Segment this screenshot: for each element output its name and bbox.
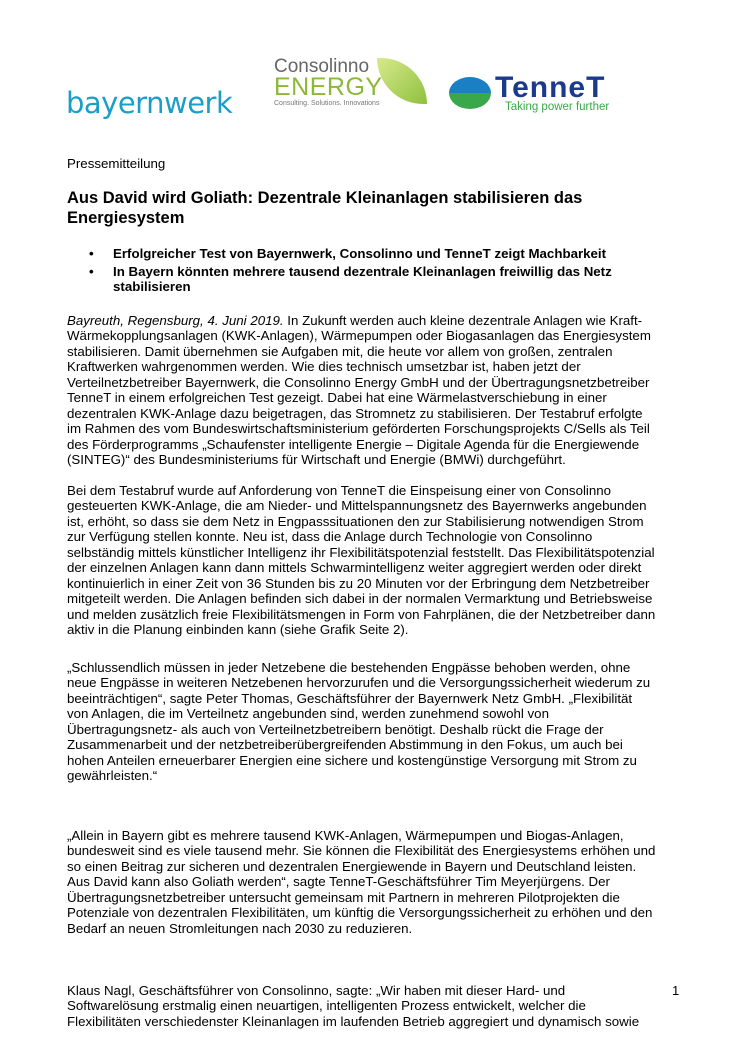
text-line: Wärmekopplungsanlagen (KWK-Anlagen), Wärmepumpen oder Biogasanlagen das Energiesystem bbox=[67, 328, 651, 344]
paragraph-2 bbox=[67, 483, 655, 638]
text-line: Kraftwerken wahrgenommen werden. Wie dies technisch umsetzbar ist, haben jetzt der bbox=[67, 359, 581, 375]
text-line: hohen Anteilen erneuerbarer Energien eine sichere und kostengünstige Versorgung mit Strom zu bbox=[67, 752, 637, 768]
consolinno-logo bbox=[272, 56, 434, 112]
text-line: Aus David kann also Goliath werden“, sagte TenneT-Geschäftsführer Tim Meyerjürgens. Der bbox=[67, 874, 610, 890]
text-line: dezentralen KWK-Anlage dazu beigetragen, das Stromnetz zu stabilisieren. Der Testabruf erfolgte bbox=[67, 405, 643, 421]
globe-icon bbox=[449, 77, 491, 109]
bullet-icon: • bbox=[89, 246, 94, 261]
text-line: Verteilnetzbetreiber Bayernwerk, die Consolinno Energy GmbH und der Übertragungsnetzbetreiber bbox=[67, 374, 650, 390]
text-line: so einen Beitrag zur sicheren und dezentralen Energiewende in Bayern und Deutschland leisten. bbox=[67, 858, 637, 874]
paragraph-3 bbox=[67, 660, 650, 784]
text-line: Softwarelösung erstmalig einen neuartigen, intelligenten Prozess entwickelt, welcher die bbox=[67, 998, 586, 1014]
leaf-icon bbox=[377, 58, 427, 104]
title-line: Aus David wird Goliath: Dezentrale Kleinanlagen stabilisieren das bbox=[67, 189, 583, 207]
text-line: aktiv in die Planung einbinden kann (siehe Grafik Seite 2). bbox=[67, 622, 409, 638]
consolinno-logo-tagline: Consulting. Solutions. Innovations bbox=[274, 100, 380, 107]
text-line: Klaus Nagl, Geschäftsführer von Consolinno, sagte: „Wir haben mit dieser Hard- und bbox=[67, 983, 566, 998]
text-line: Bedarf an neuen Stromleitungen nach 2030 zu reduzieren. bbox=[67, 920, 413, 936]
text-line: zur Verfügung stellen konnte. Neu ist, dass die Anlage durch Technologie von Consolinno bbox=[67, 529, 593, 545]
consolinno-logo-energy: ENERGY bbox=[274, 73, 383, 101]
text-line: Potenziale von dezentralen Flexibilitäten, um künftig die Versorgungssicherheit zu erhöhen und den bbox=[67, 905, 653, 921]
consolinno-logo-name: Consolinno bbox=[274, 56, 370, 77]
text-line: stabilisieren. Damit übernehmen sie Aufgaben mit, die heute vor allem von großen, zentralen bbox=[67, 343, 613, 359]
text-line: mitgeteilt werden. Die Anlagen befinden sich dabei in der normalen Vermarktung und Betriebsweise bbox=[67, 591, 653, 607]
paragraph-1 bbox=[67, 313, 651, 468]
text-line: des Förderprogramms „Schaufenster intelligente Energie – Digitale Agenda für die Energiewende bbox=[67, 436, 640, 452]
text-run: In Zukunft werden auch kleine dezentrale Anlagen wie Kraft- bbox=[283, 313, 643, 328]
tennet-logo bbox=[449, 71, 639, 120]
tennet-logo-name: TenneT bbox=[495, 71, 606, 104]
text-line: bundesweit sind es viele tausend mehr. Sie können die Flexibilität des Energiesystems erhöhen und bbox=[67, 843, 656, 859]
text-line bbox=[67, 313, 651, 328]
dateline: Bayreuth, Regensburg, 4. Juni 2019. bbox=[67, 313, 284, 328]
paragraph-4 bbox=[67, 828, 655, 936]
text-line: selbständig mittels künstlicher Intelligenz ihr Flexibilitätspotenzial feststellt. Das Flexibilitätspotenzial bbox=[67, 544, 655, 560]
bullet-line: In Bayern könnten mehrere tausend dezentrale Kleinanlagen freiwillig das Netz bbox=[113, 264, 612, 279]
text-line: Bei dem Testabruf wurde auf Anforderung von TenneT die Einspeisung einer von Consolinno bbox=[67, 483, 612, 498]
tennet-logo-tagline: Taking power further bbox=[505, 101, 610, 113]
text-line: „Schlussendlich müssen in jeder Netzebene die bestehenden Engpässe behoben werden, ohne bbox=[67, 660, 631, 675]
press-release-title bbox=[67, 188, 582, 228]
text-line: Flexibilitäten verschiedenster Kleinanlagen im laufenden Betrieb aggregiert und dynamisch sowie bbox=[67, 1013, 640, 1029]
text-line: gesteuerten KWK-Anlage, die am Nieder- und Mittelspannungsnetz des Bayernwerks angebunden bbox=[67, 498, 647, 514]
page-number: 1 bbox=[672, 983, 680, 998]
text-line: Übertragungsnetz- als auch von Verteilnetzbetreibern benötigt. Deshalb rückt die Frage der bbox=[67, 721, 604, 737]
text-line: TenneT in einem erfolgreichen Test gezeigt. Dabei hat eine Wärmelastverschiebung in einer bbox=[67, 390, 607, 406]
text-line: Zusammenarbeit und der netzbetreiberübergreifenden Abstimmung in den Fokus, um auch bei bbox=[67, 737, 623, 753]
text-line: im Rahmen des vom Bundeswirtschaftsministerium geförderten Forschungsprojekts C/Sells als Teil bbox=[67, 421, 650, 437]
bayernwerk-logo: bayernwerk bbox=[66, 86, 233, 120]
text-line: kontinuierlich in einer Zeit von 36 Stunden bis zu 20 Minuten vor der Erbringung dem Netzbetreiber bbox=[67, 575, 650, 591]
bullet-text: Erfolgreicher Test von Bayernwerk, Consolinno und TenneT zeigt Machbarkeit bbox=[113, 246, 607, 261]
bullet-text bbox=[113, 264, 612, 295]
text-line: (SINTEG)“ des Bundesministeriums für Wirtschaft und Energie (BMWi) durchgeführt. bbox=[67, 452, 566, 468]
text-line: von Anlagen, die im Verteilnetz angebunden sind, werden zunehmend sowohl von bbox=[67, 706, 549, 722]
document-type: Pressemitteilung bbox=[67, 156, 166, 171]
text-line: und melden zusätzlich freie Flexibilitätsmengen in Form von Fahrplänen, die der Netzbetreiber dann bbox=[67, 606, 656, 622]
text-line: beeinträchtigen“, sagte Peter Thomas, Geschäftsführer der Bayernwerk Netz GmbH. „Flexibilität bbox=[67, 690, 633, 706]
text-line: ist, erhöht, so dass sie dem Netz in Engpasssituationen den zur Stabilisierung notwendigen Strom bbox=[67, 513, 644, 529]
bullet-line: stabilisieren bbox=[113, 279, 191, 295]
text-line: gewährleisten.“ bbox=[67, 768, 158, 784]
text-line: der einzelnen Anlagen kann dann mittels Schwarmintelligenz weiter aggregiert werden oder direkt bbox=[67, 560, 642, 576]
paragraph-5 bbox=[67, 983, 639, 1029]
text-line: Übertragungsnetzbetreiber untersucht gemeinsam mit Partnern in mehreren Pilotprojekten die bbox=[67, 889, 620, 905]
text-line: „Allein in Bayern gibt es mehrere tausend KWK-Anlagen, Wärmepumpen und Biogas-Anlagen, bbox=[67, 828, 624, 843]
title-line: Energiesystem bbox=[67, 209, 185, 227]
bullet-icon: • bbox=[89, 264, 94, 279]
text-line: neue Engpässe in weiteren Netzebenen hervorzurufen und die Versorgungssicherheit wiederum zu bbox=[67, 675, 651, 691]
